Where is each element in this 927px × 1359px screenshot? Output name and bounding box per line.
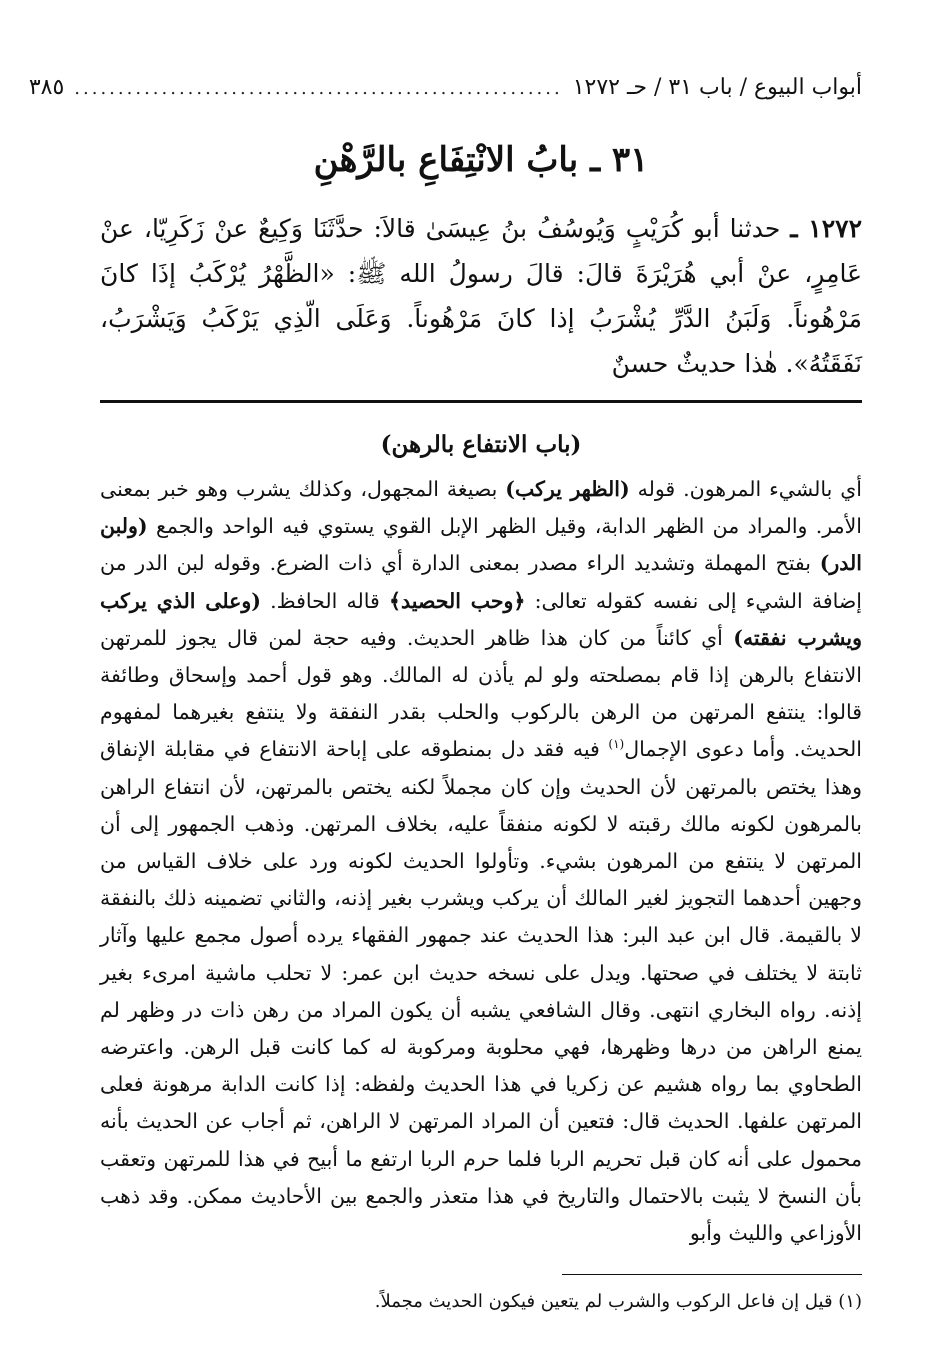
quoted-phrase: (ولبن الدر): [100, 514, 862, 576]
page-number: ٣٨٥: [28, 75, 65, 100]
running-header: [28, 68, 862, 108]
commentary-text: بصيغة المجهول، وكذلك يشرب وهو خبر بمعنى الأمر. والمراد من الظهر الدابة، وقيل الظهر الإبل القوي يستوي فيه الواحد والجمع: [100, 477, 862, 539]
commentary-text: أي بالشيء المرهون. قوله: [629, 477, 862, 501]
commentary-text-block: [100, 471, 862, 1252]
hadith-text: حدثنا أبو كُرَيْبٍ وَيُوسُفُ بنُ عِيسَىٰ قالاَ: حدَّثَنَا وَكِيعٌ عنْ زَكَرِيّا، عنْ عَامِرٍ، عنْ أبي هُرَيْرَةَ قالَ: قالَ رسولُ الله ﷺ: «الظَّهْرُ يُرْكَبُ إذَا كانَ مَرْهُوناً. وَلَبَنُ الدَّرِّ يُشْرَبُ إذا كانَ مَرْهُوناً. وَعَلَى الّذِي يَرْكَبُ وَيَشْرَبُ، نَفَقَتُهُ». هٰذا حديثٌ حسنٌ: [100, 214, 862, 378]
footnote: (١) قيل إن فاعل الركوب والشرب لم يتعين فيكون الحديث مجملاً.: [374, 1291, 862, 1313]
hadith-number: ١٢٧٢ ـ: [790, 214, 863, 243]
hadith-text-block: [100, 206, 862, 386]
quoted-phrase: (وعلى الذي يركب ويشرب نفقته): [100, 588, 863, 650]
footnote-divider: [562, 1274, 862, 1275]
page: [28, 68, 863, 1317]
commentary-text: بفتح المهملة وتشديد الراء مصدر بمعنى الدارة أي ذات الضرع. وقوله لبن الدر من إضافة الشيء إلى نفسه كقوله تعالى:: [100, 551, 863, 613]
running-header-title: أبواب البيوع / باب ٣١ / حـ ١٢٧٢: [572, 75, 862, 100]
section-divider: [100, 400, 862, 403]
running-header-dots: ........................................................: [74, 78, 563, 99]
commentary-text: فيه فقد دل بمنطوقه على إباحة الانتفاع في مقابلة الإنفاق وهذا يختص بالمرتهن لأن الحديث وإن كان مجملاً لكنه يختص بالمرتهن، لأن انتفاع الراهن بالمرهون لكونه مالك رقبته لا لكونه منفقاً عليه، بخلاف المرتهن. وذهب الجمهور إلى أن المرتهن لا ينتفع من المرهون بشيء. وتأولوا الحديث لكونه ورد على خلاف القياس من وجهين أحدهما التجويز لغير المالك أن يركب ويشرب بغير إذنه، والثاني تضمينه ذلك بالنفقة لا بالقيمة. قال ابن عبد البر: هذا الحديث عند جمهور الفقهاء يرده أصول مجمع عليها وآثار ثابتة لا يختلف في صحتها. ويدل على نسخه حديث ابن عمر: لا تحلب ماشية امرىء بغير إذنه. رواه البخاري انتهى. وقال الشافعي يشبه أن يكون المراد من رهن ذات در وظهر لم يمنع الراهن من درها وظهرها، فهي محلوبة ومركوبة له كما كانت قبل الرهن. واعترضه الطحاوي بما رواه هشيم عن زكريا في هذا الحديث ولفظه: إذا كانت الدابة مرهونة فعلى المرتهن علفها. الحديث قال: فتعين أن المراد المرتهن لا الراهن، ثم أجاب عن الحديث بأنه محمول على أنه كان قبل تحريم الربا فلما حرم الربا ارتفع ما أبيح في هذا للمرتهن وتعقب بأن النسخ لا يثبت بالاحتمال والتاريخ في هذا متعذر والجمع بين الأحاديث ممكن. وقد ذهب الأوزاعي والليث وأبو: [100, 737, 862, 1246]
quoted-phrase: (الظهر يركب): [505, 477, 630, 501]
commentary-heading: (باب الانتفاع بالرهن): [380, 431, 582, 458]
quran-quote: ﴿وحب الحصيد﴾: [388, 588, 526, 613]
commentary-text: أي كائناً من كان هذا ظاهر الحديث. وفيه حجة لمن قال يجوز للمرتهن الانتفاع بالرهن إذا قام بمصلحته ولو لم يأذن له المالك. وهو قول أحمد وإسحاق وطائفة قالوا: ينتفع المرتهن من الرهن بالركوب والحلب بقدر النفقة ولا ينتفع بغيرهما لمفهوم الحديث. وأما دعوى الإجمال: [100, 625, 862, 762]
chapter-heading: ٣١ ـ بابُ الانْتِفَاعِ بالرَّهْنِ: [313, 140, 649, 180]
footnote-marker: (١): [608, 737, 625, 752]
commentary-text: قاله الحافظ.: [260, 588, 389, 613]
